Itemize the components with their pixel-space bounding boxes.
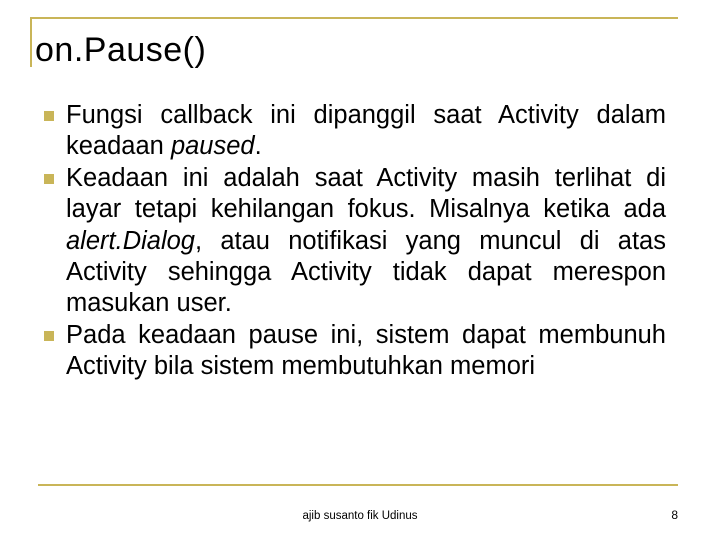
bullet-item [44, 163, 666, 320]
left-border-line [30, 17, 32, 67]
bullet-text-segment: Fungsi callback ini dipanggil saat Activity dalam keadaan [66, 101, 666, 161]
footer-author-text: ajib susanto fik Udinus [302, 510, 418, 522]
square-bullet-icon [44, 331, 54, 341]
bullet-text-italic: alert.Dialog [66, 226, 195, 255]
bullet-text-segment: . [254, 132, 262, 161]
square-bullet-icon [44, 111, 54, 121]
bullet-text-segment: Pada keadaan pause ini, sistem dapat membunuh Activity bila sistem membutuhkan memori [66, 320, 666, 381]
footer-divider-line [38, 484, 678, 486]
square-bullet-icon [44, 174, 54, 184]
top-border-line [30, 17, 678, 19]
slide-title: on.Pause() [35, 31, 207, 69]
bullet-item [44, 320, 666, 383]
bullet-item [44, 100, 666, 163]
bullet-text-segment: , atau notifikasi yang muncul di atas Activity sehingga Activity tidak dapat merespon masukan user. [66, 226, 666, 318]
bullet-list [44, 100, 666, 383]
page-number: 8 [671, 508, 678, 522]
bullet-text-italic: paused [170, 132, 255, 161]
bullet-text-segment: Keadaan ini adalah saat Activity masih terlihat di layar tetapi kehilangan fokus. Misalnya ketika ada [66, 163, 666, 224]
